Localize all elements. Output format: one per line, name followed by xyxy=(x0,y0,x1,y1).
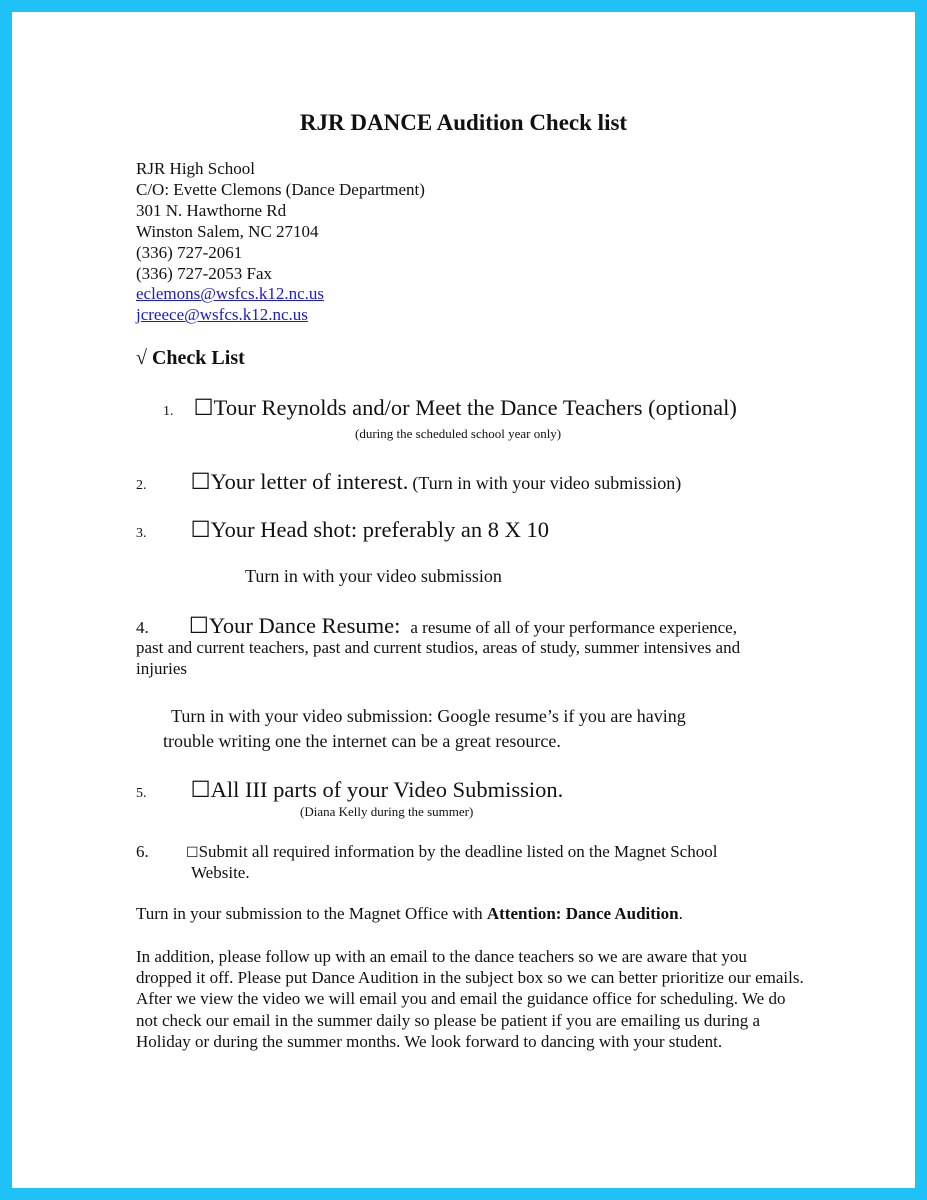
item-note: (Turn in with your video submission) xyxy=(412,473,682,493)
checkbox-icon[interactable]: ☐ xyxy=(193,395,214,420)
email-link-jcreece[interactable]: jcreece@wsfcs.k12.nc.us xyxy=(136,305,308,325)
item-4-extra-line2: trouble writing one the internet can be a great resource. xyxy=(163,731,561,751)
item-number: 5. xyxy=(136,786,147,801)
checklist-item-6 xyxy=(136,842,717,862)
turn-in-text: Turn in your submission to the Magnet Office with xyxy=(136,904,487,923)
page-title: RJR DANCE Audition Check list xyxy=(299,110,628,135)
item-label: Tour Reynolds and/or Meet the Dance Teachers (optional) xyxy=(213,395,737,420)
checkbox-icon[interactable]: ☐ xyxy=(186,846,199,861)
checklist-item-3 xyxy=(136,517,549,543)
item-number: 2. xyxy=(136,478,147,493)
school-name: RJR High School xyxy=(136,159,256,178)
item-4-note-line2: past and current teachers, past and current studios, areas of study, summer intensives and xyxy=(136,638,741,657)
checklist-heading xyxy=(136,347,245,370)
fax: (336) 727-2053 Fax xyxy=(136,263,272,283)
item-number: 1. xyxy=(163,404,174,419)
item-5-note: (Diana Kelly during the summer) xyxy=(300,804,474,819)
checklist-heading-text: Check List xyxy=(151,347,245,369)
checklist-item-4 xyxy=(136,613,737,639)
checkbox-icon[interactable]: ☐ xyxy=(190,777,211,802)
checklist-item-5 xyxy=(136,777,563,803)
item-3-note: Turn in with your video submission xyxy=(245,566,502,586)
checkbox-icon[interactable]: ☐ xyxy=(190,517,211,542)
phone: (336) 727-2061 xyxy=(136,242,243,262)
item-number: 4. xyxy=(136,618,149,637)
item-note: a resume of all of your performance experience, xyxy=(410,618,737,637)
item-label: Your letter of interest. xyxy=(210,469,409,494)
item-6-note: Website. xyxy=(191,863,250,882)
item-label: Your Head shot: preferably an 8 X 10 xyxy=(210,517,549,542)
item-number: 3. xyxy=(136,526,147,541)
item-label: Submit all required information by the deadline listed on the Magnet School xyxy=(198,842,718,861)
closing-paragraph: In addition, please follow up with an email to the dance teachers so we are aware that you dropped it off. Please put Dance Audition in the subject box so we can better prioritize our emails. After we view the video we will email you and email the guidance office for scheduling. We do not check our email in the summer daily so please be patient if you are emailing us during a Holiday or during the summer months. We look forward to dancing with your student. xyxy=(136,947,804,1051)
item-number: 6. xyxy=(136,842,149,861)
street: 301 N. Hawthorne Rd xyxy=(136,200,287,220)
city: Winston Salem, NC 27104 xyxy=(136,221,319,241)
item-label: All III parts of your Video Submission. xyxy=(210,777,564,802)
email-link-eclemons[interactable]: eclemons@wsfcs.k12.nc.us xyxy=(136,284,324,304)
item-1-note: (during the scheduled school year only) xyxy=(355,426,562,441)
care-of: C/O: Evette Clemons (Dance Department) xyxy=(136,179,425,199)
checkbox-icon[interactable]: ☐ xyxy=(190,469,211,494)
checkmark-icon: √ xyxy=(136,347,147,369)
item-4-note-line3: injuries xyxy=(136,659,187,678)
checklist-item-1 xyxy=(163,395,737,421)
address-block xyxy=(136,159,425,326)
item-label: Your Dance Resume: xyxy=(208,613,401,638)
turn-in-instruction xyxy=(136,904,683,924)
turn-in-end: . xyxy=(678,904,683,923)
attention-label: Attention: Dance Audition xyxy=(486,904,679,923)
checklist-item-2 xyxy=(136,469,681,495)
checkbox-icon[interactable]: ☐ xyxy=(188,613,209,638)
item-4-extra-line1: Turn in with your video submission: Google resume’s if you are having xyxy=(171,706,686,726)
